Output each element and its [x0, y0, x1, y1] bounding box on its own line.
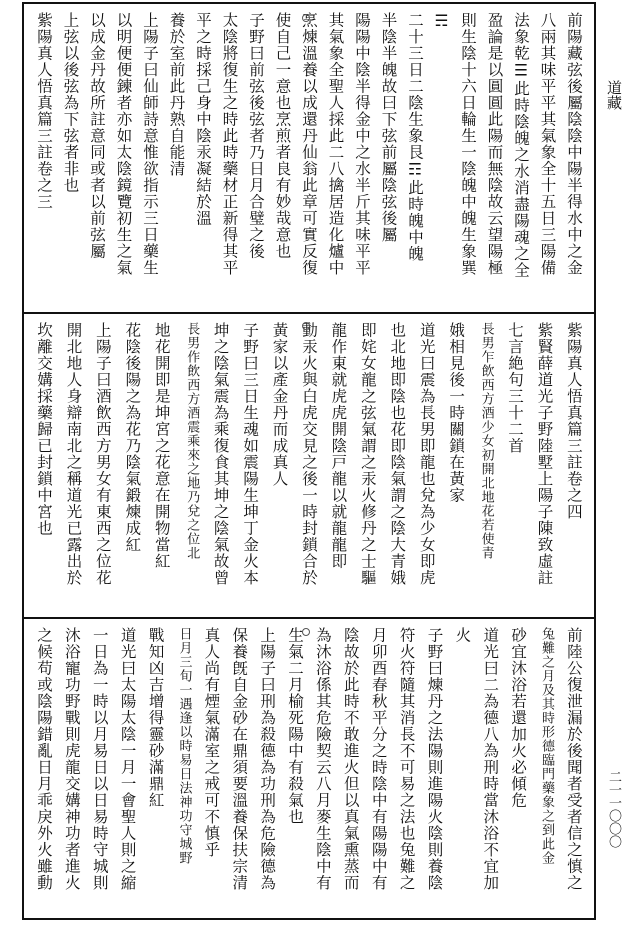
- column-group-middle: [32, 322, 586, 611]
- text-column: 地花開即是坤宮之花意在開物當紅: [152, 322, 171, 570]
- text-column: 子野曰三日生魂如震陽生坤丁金火本: [241, 322, 260, 586]
- text-column: 真人尚有煙氣滿室之戒可不慎乎: [202, 627, 221, 858]
- text-column: ☴: [432, 12, 451, 31]
- text-column: 開北地人身辯南北之稱道光已露出於: [64, 322, 83, 586]
- text-column: 以成金丹故所註意同或者以前弦屬: [88, 12, 106, 260]
- binding-hole-marker: [302, 14, 310, 22]
- text-column: 前陽藏弦後屬陰陰中陽半得水中之金: [565, 12, 583, 276]
- text-column: 生氣二月榆死陽中有殺氣也: [286, 627, 305, 825]
- text-column: 娥相見後一時關鎖在黃家: [447, 322, 466, 504]
- text-column: 紫陽真人悟真篇三註卷之三: [35, 12, 53, 210]
- text-column: 一日為一時以月易日以日易時守城則: [90, 627, 109, 891]
- text-column: 上陽子曰酒飲西方男女有東西之位花: [93, 322, 112, 586]
- column-group-top: [32, 12, 586, 304]
- text-column: 火: [453, 627, 472, 644]
- text-column: 日月三旬一遇逢以時易日法神功守城野: [176, 627, 192, 865]
- text-column: 花陰後陽之為花乃陰氣鍛煉成紅: [123, 322, 142, 553]
- text-column: 坎離交媾採藥歸已封鎖中宮也: [35, 322, 53, 537]
- text-column: 長男乍飲西方酒少女初開北地花若使青: [478, 322, 494, 560]
- text-column: 紫陽真人悟真篇三註卷之四: [564, 322, 583, 520]
- binding-hole-marker: [302, 322, 310, 330]
- text-column: 為沐浴係其危險契云八月麥生陰中有: [313, 627, 332, 891]
- text-column: 烹煉溫養以成還丹仙翁此章可實反復: [300, 12, 318, 276]
- text-column: 則生陰十六日輪生一陰魄中魄生象巽: [459, 12, 477, 276]
- text-column: 戰知凶吉增得靈砂滿鼎紅: [146, 627, 165, 809]
- text-column: 砂宜沐浴若還加火必傾危: [509, 627, 528, 809]
- text-column: 即姹女龍之弦氣謂之汞火修丹之士驅: [358, 322, 377, 586]
- text-column: 子野曰煉丹之法陽則進陽火陰則養陰: [425, 627, 444, 891]
- text-column: 黃家以產金丹而成真人: [270, 322, 289, 487]
- text-panel-bottom: [24, 617, 594, 920]
- text-column: 龍作東就虎虎開陰戸龍以就龍龍即: [329, 322, 348, 570]
- text-column: 其氣象全聖人採此二八擒居造化爐中: [326, 12, 345, 276]
- text-column: 陰故於此時不敢進火但以真氣熏蒸而: [341, 627, 360, 891]
- text-column: 使自己一意也烹煎者良有妙哉意也: [273, 12, 292, 260]
- binding-hole-marker: [302, 628, 310, 636]
- column-group-bottom: [32, 627, 586, 912]
- text-column: 道光曰太陽太陰一月一會聖人則之縮: [118, 627, 137, 891]
- text-column: 坤之陰氣震為乘復食其坤之陰氣故曾: [211, 322, 230, 586]
- text-column: 前陸公復泄漏於後聞者受者信之慎之: [564, 627, 583, 891]
- text-column: 紫賢薛道光子野陸墅上陽子陳致虛註: [535, 322, 554, 586]
- page-number: 二一一〇〇〇: [606, 770, 621, 848]
- text-column: 道光曰震為長男即龍也兌為少女即虎: [417, 322, 436, 586]
- text-column: 沐浴寵功野戰則虎龍交媾神功者進火: [62, 627, 81, 891]
- text-column: 以明便便鍊者亦如太陰鏡覽初生之氣: [114, 12, 133, 276]
- text-column: 上陽子曰仙師詩意惟欲指示三日藥生: [141, 12, 159, 276]
- text-column: 盈論是以圓圓此陽而無陰故云望陽極: [485, 12, 504, 276]
- text-column: 法象乾☰此時陰魄之水消盡陽魂之全: [512, 12, 530, 279]
- text-column: 符火符隨其消長不可易之法也兔難之: [397, 627, 416, 891]
- text-column: 半陰半魄故曰下弦前屬陰弦後屬: [379, 12, 398, 243]
- page-frame: [22, 2, 596, 920]
- collection-name: 道藏: [605, 80, 623, 110]
- text-column: 陽陽中陰半得金中之水半斤其味平平: [353, 12, 371, 276]
- text-column: 上陽子曰刑為殺德為功刑為危險德為: [258, 627, 277, 891]
- text-column: 保養旣自金砂在鼎須要溫養保扶宗清: [230, 627, 249, 891]
- text-column: 動汞火與白虎交見之後一時封鎖合於: [299, 322, 318, 586]
- text-column: 八兩其味平平其氣象全十五日三陽備: [538, 12, 557, 276]
- text-column: 道光曰二為德八為刑時當沐浴不宜加: [481, 627, 500, 891]
- text-panel-top: [24, 4, 594, 312]
- text-column: 二十三日二陰生象艮☶此時魄中魄: [406, 12, 424, 262]
- text-panel-middle: [24, 312, 594, 619]
- text-column: 太陰將復生之時此時藥材正新得其平: [220, 12, 239, 276]
- text-column: 上弦以後弦為下弦者非也: [61, 12, 80, 194]
- text-column: 七言絶句三十二首: [506, 322, 524, 454]
- text-column: 平之時採己身中陰汞凝結於溫: [194, 12, 212, 227]
- text-column: 月卯酉春秋平分之時陰中有陽陽中有: [369, 627, 388, 891]
- text-column: 之候苟或陰陽錯亂日月乖戾外火雖動: [35, 627, 53, 891]
- text-column: 長男作飲西方酒震乘來之地乃兌之位北: [184, 322, 200, 560]
- text-column: 兔難之月及其時形德臨門藥象之到此金: [539, 627, 555, 865]
- text-column: 也北地即陰也花即陰氣謂之陰大青娥: [388, 322, 407, 586]
- text-column: 子野曰前弦後弦者乃日月合璧之後: [247, 12, 265, 260]
- text-column: 養於室前此丹熟自能清: [167, 12, 186, 177]
